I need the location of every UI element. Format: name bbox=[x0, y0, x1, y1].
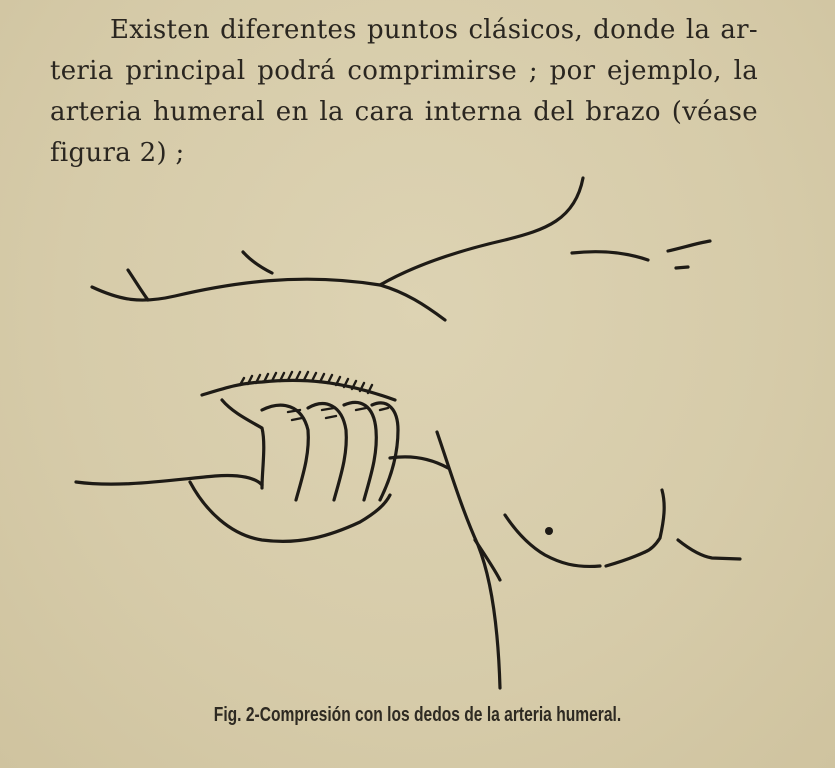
clavicle-mark-2 bbox=[668, 241, 710, 251]
forearm-contour bbox=[76, 475, 262, 485]
torso-side-contour bbox=[437, 432, 500, 688]
figure-caption: Fig. 2-Compresión con los dedos de la arteria humeral. bbox=[213, 704, 622, 726]
fist-outline bbox=[202, 380, 395, 400]
nipple-mark bbox=[545, 527, 553, 535]
arm-crease-left bbox=[128, 270, 148, 300]
shoulder-contour bbox=[380, 178, 583, 285]
wrist-line bbox=[390, 457, 448, 468]
text-line-2: teria principal podrá comprimirse ; por ejemplo, la bbox=[50, 56, 758, 86]
chest-mark-3 bbox=[678, 540, 740, 559]
text-line-3: arteria humeral en la cara interna del brazo (véase bbox=[50, 97, 758, 127]
text-line-1: Existen diferentes puntos clásicos, donde la ar- bbox=[110, 15, 758, 45]
clavicle-mark-3 bbox=[676, 267, 688, 268]
arm-compression-illustration bbox=[0, 165, 835, 705]
arm-upper-contour bbox=[92, 279, 445, 320]
text-line-4: figura 2) ; bbox=[50, 138, 185, 168]
finger-1 bbox=[262, 405, 308, 500]
chest-mark-2 bbox=[645, 490, 664, 552]
arm-crease-mid bbox=[243, 252, 272, 273]
body-paragraph bbox=[50, 10, 758, 174]
chest-mark-1 bbox=[606, 552, 645, 566]
palm-base bbox=[190, 482, 390, 541]
finger-3 bbox=[344, 402, 376, 500]
chest-contour bbox=[505, 515, 600, 566]
clavicle-mark-1 bbox=[572, 252, 648, 260]
